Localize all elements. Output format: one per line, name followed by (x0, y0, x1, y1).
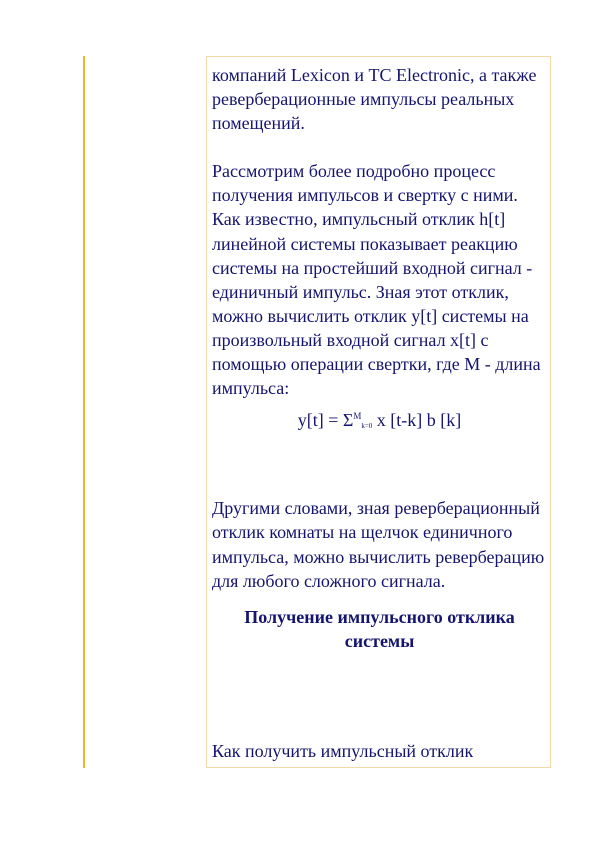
paragraph-2: Рассмотрим более подробно процесс получения импульсов и свертку с ними. Как известно, импульсный отклик h[t] линейной системы показывает реакцию системы на простейший входной сигнал - единичный импульс. Зная этот отклик, можно вычислить отклик y[t] системы на произвольный входной сигнал x[t] с помощью операции свертки, где M - длина импульса: (212, 161, 541, 399)
section-heading: Получение импульсного отклика системы (244, 606, 515, 651)
paragraph-1: компаний Lexicon и TC Electronic, а также реверберационные импульсы реальных помещений. (212, 65, 537, 134)
formula-sup: M (353, 411, 362, 422)
formula-sub: k=0 (361, 422, 373, 431)
paragraph-3: Другими словами, зная реверберационный отклик комнаты на щелчок единичного импульса, можно вычислить реверберацию для любого сложного сигнала. (212, 498, 545, 591)
paragraph-4: Как получить импульсный отклик (212, 741, 474, 761)
convolution-formula (212, 400, 547, 438)
left-margin-rule (83, 56, 85, 768)
formula-rhs: x [t-k] b [k] (372, 410, 462, 431)
formula-lhs: y[t] = Σ (297, 410, 354, 431)
page-text (212, 63, 547, 653)
